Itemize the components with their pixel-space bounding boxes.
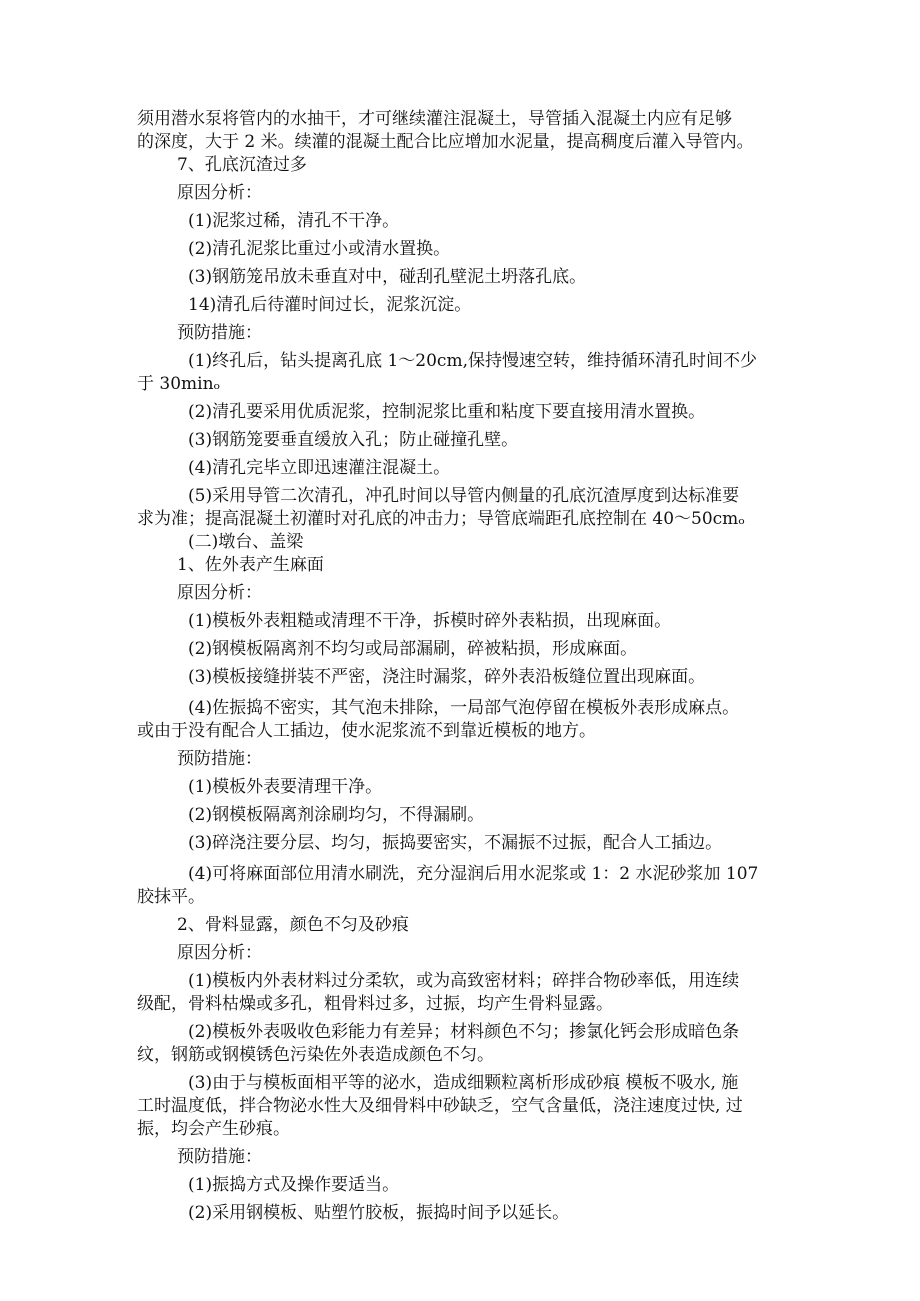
list-item: (1)泥浆过稀，清孔不干净。 xyxy=(188,211,400,231)
document-page xyxy=(0,108,920,1225)
list-item: (1)模板内外表材料过分柔软，或为高致密材料；碎拌合物砂率低，用连续 xyxy=(188,971,740,991)
list-item: (5)采用导管二次清孔，冲孔时间以导管内侧量的孔底沉渣厚度到达标准要 xyxy=(188,486,740,506)
text-line: 的深度，大于 2 米。续灌的混凝土配合比应增加水泥量，提高稠度后灌入导管内。 xyxy=(137,132,754,152)
list-item: (2)模板外表吸收色彩能力有差异；材料颜色不匀；掺氯化钙会形成暗色条 xyxy=(188,1022,740,1042)
text-line: 胶抹平。 xyxy=(137,887,205,907)
subheading-cause: 原因分析： xyxy=(177,183,262,203)
list-item: (2)钢模板隔离剂不均匀或局部漏刷，碎被粘损，形成麻面。 xyxy=(188,639,638,659)
text-line: 纹，钢筋或钢模锈色污染佐外表造成颜色不匀。 xyxy=(137,1045,494,1065)
list-item: (2)清孔要采用优质泥浆，控制泥浆比重和粘度下要直接用清水置换。 xyxy=(188,402,706,422)
list-item: (3)模板接缝拼装不严密，浇注时漏浆，碎外表沿板缝位置出现麻面。 xyxy=(188,667,706,687)
list-item: (4)清孔完毕立即迅速灌注混凝土。 xyxy=(188,458,451,478)
list-item: (3)钢筋笼要垂直缓放入孔；防止碰撞孔壁。 xyxy=(188,430,519,450)
list-item: (4)佐振捣不密实，其气泡未排除，一局部气泡停留在模板外表形成麻点。 xyxy=(188,698,740,718)
list-item: (2)采用钢模板、贴塑竹胶板，振捣时间予以延长。 xyxy=(188,1203,570,1223)
text-line: 须用潜水泵将管内的水抽干，才可继续灌注混凝土，导管插入混凝土内应有足够 xyxy=(137,109,732,129)
section-heading: 1、佐外表产生麻面 xyxy=(177,555,324,575)
text-line: 工时温度低，拌合物泌水性大及细骨料中砂缺乏，空气含量低，浇注速度过快, 过 xyxy=(137,1096,743,1116)
subheading-prevention: 预防措施： xyxy=(177,323,262,343)
text-line: 振，均会产生砂痕。 xyxy=(137,1119,290,1139)
list-item: (3)钢筋笼吊放未垂直对中，碰刮孔壁泥土坍落孔底。 xyxy=(188,267,587,287)
list-item: (2)钢模板隔离剂涂刷均匀，不得漏刷。 xyxy=(188,805,485,825)
text-line: 于 30minₒ xyxy=(137,374,221,394)
list-item: (2)清孔泥浆比重过小或清水置换。 xyxy=(188,239,451,259)
list-item: (3)碎浇注要分层、均匀，振捣要密实，不漏振不过振，配合人工插边。 xyxy=(188,833,723,853)
list-item: 14)清孔后待灌时间过长，泥浆沉淀。 xyxy=(188,295,472,315)
text-line: 或由于没有配合人工插边，使水泥浆流不到靠近模板的地方。 xyxy=(137,721,596,741)
subheading-cause: 原因分析： xyxy=(177,943,262,963)
subheading-prevention: 预防措施： xyxy=(177,749,262,769)
section-heading: 7、孔底沉渣过多 xyxy=(177,155,307,175)
list-item: (1)模板外表粗糙或清理不干净，拆模时碎外表粘损，出现麻面。 xyxy=(188,611,672,631)
list-item: (1)振捣方式及操作要适当。 xyxy=(188,1175,400,1195)
section-heading: 2、骨料显露，颜色不匀及砂痕 xyxy=(177,915,409,935)
text-line: 求为准；提高混凝土初灌时对孔底的冲击力；导管底端距孔底控制在 40～50cmₒ xyxy=(137,509,745,529)
subheading-cause: 原因分析： xyxy=(177,583,262,603)
list-item: (3)由于与模板面相平等的泌水，造成细颗粒离析形成砂痕 模板不吸水, 施 xyxy=(188,1073,739,1093)
section-heading: (二)墩台、盖梁 xyxy=(188,532,304,552)
list-item: (1)模板外表要清理干净。 xyxy=(188,777,383,797)
subheading-prevention: 预防措施： xyxy=(177,1147,262,1167)
list-item: (4)可将麻面部位用清水刷洗，充分湿润后用水泥浆或 1：2 水泥砂浆加 107 xyxy=(188,864,759,884)
list-item: (1)终孔后，钻头提离孔底 1～20cm,保持慢速空转，维持循环清孔时间不少 xyxy=(188,351,757,371)
text-line: 级配，骨料枯燥或多孔，粗骨料过多，过振，均产生骨料显露。 xyxy=(137,994,613,1014)
